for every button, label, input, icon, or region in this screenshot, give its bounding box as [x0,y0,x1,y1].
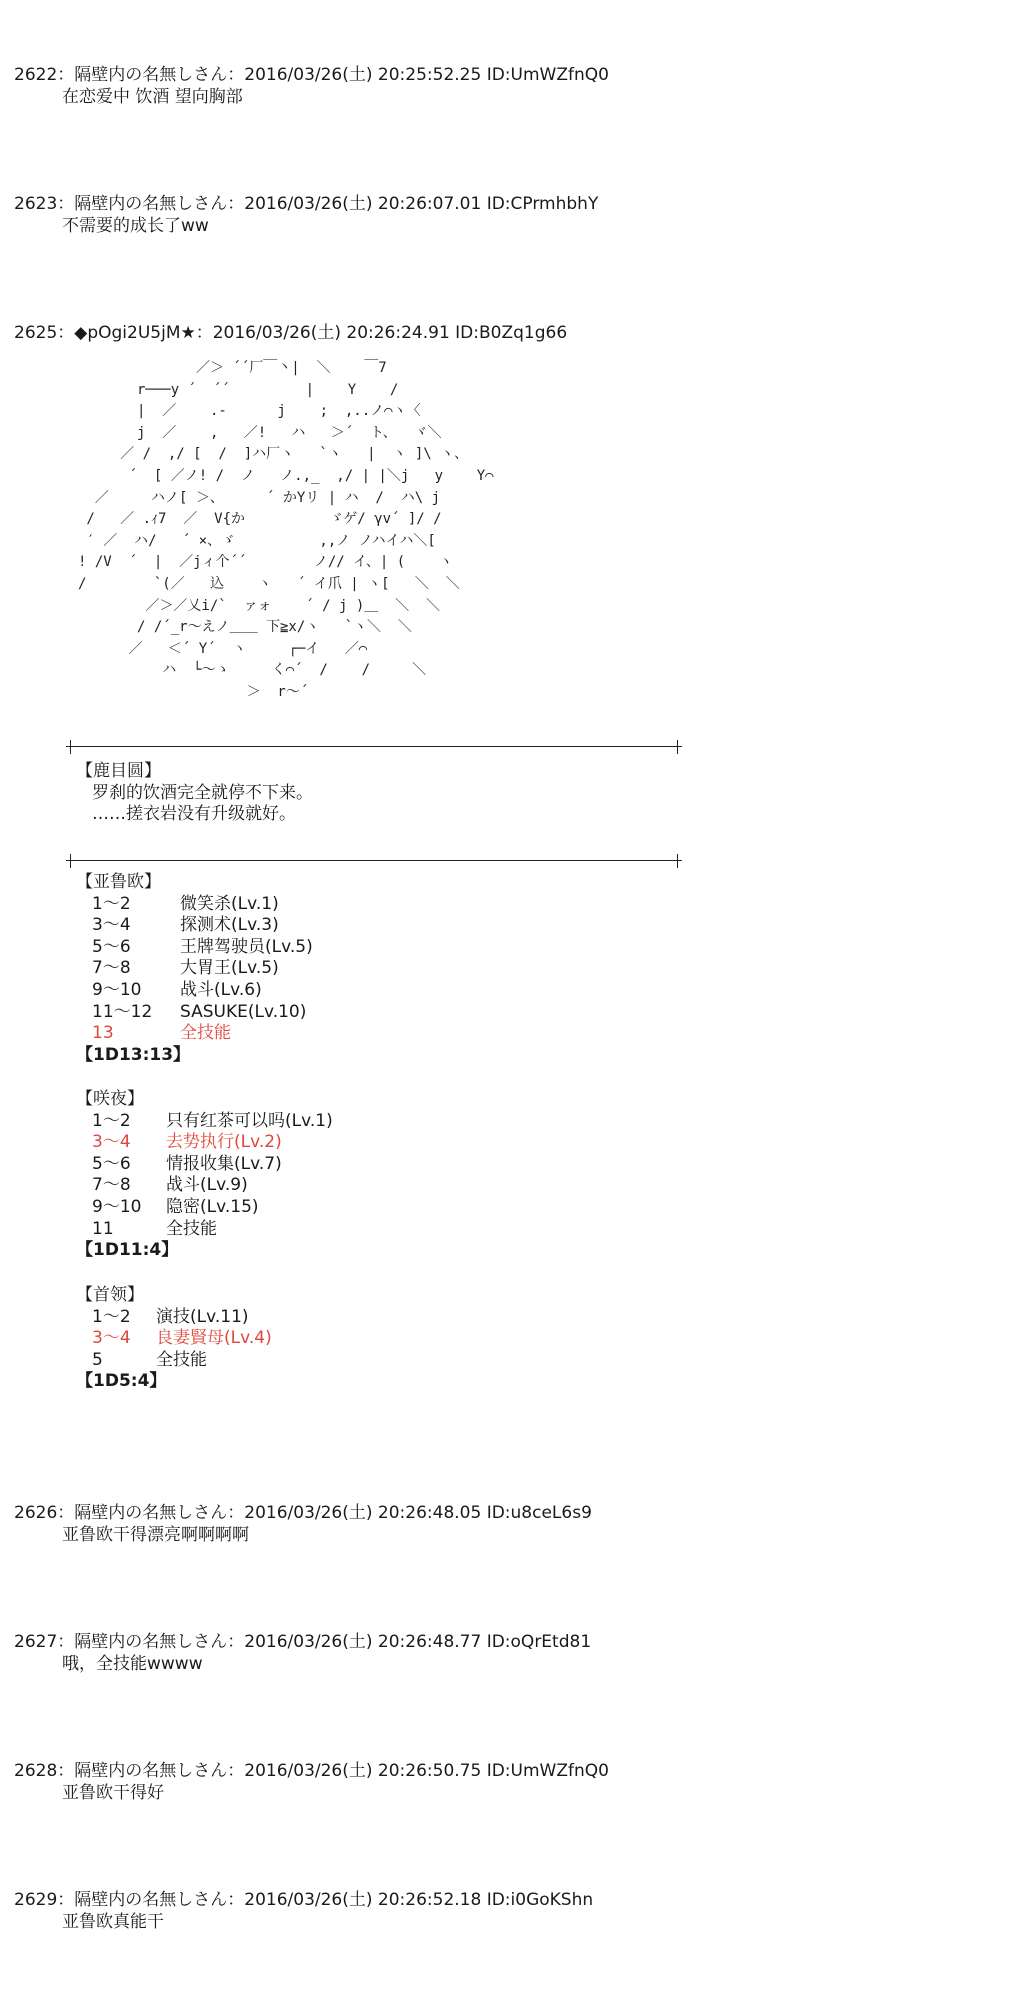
table-row [92,980,313,1002]
skill-name: 大胃王(Lv.5) [180,958,279,979]
table-row [92,1219,333,1241]
table-row-selected [92,1023,313,1045]
post-header: 2622：隔壁内の名無しさん：2016/03/26(土) 20:25:52.25 ID:UmWZfnQ0 [14,65,609,85]
roll-range: 3～4 [92,1132,131,1153]
post-2622 [14,64,609,108]
post-body: 哦，全技能wwww [62,1654,203,1674]
speech-block [76,761,313,826]
roll-range: 1～2 [92,1110,131,1131]
post-2627 [14,1631,591,1675]
speaker-name: 【鹿目圆】 [76,761,161,781]
table-row [92,1175,333,1197]
table-row [92,937,313,959]
skill-table-yaluou [76,872,313,1066]
skill-name: SASUKE(Lv.10) [180,1001,307,1022]
post-header: 2629：隔壁内の名無しさん：2016/03/26(土) 20:26:52.18 ID:i0GoKShn [14,1890,594,1910]
roll-range: 3～4 [92,915,131,936]
skill-name: 全技能 [166,1218,217,1239]
table-row [92,1197,333,1219]
speech-line: 罗刹的饮酒完全就停不下来。 [92,782,313,803]
roll-range: 1～2 [92,893,131,914]
table-title: 【首领】 [76,1285,144,1305]
roll-range: 9～10 [92,1196,142,1217]
table-row [92,1350,272,1372]
post-body: 亚鲁欧干得好 [62,1783,164,1803]
divider [66,740,682,754]
table-title: 【亚鲁欧】 [76,872,161,892]
post-2628 [14,1760,609,1804]
skill-name: 王牌驾驶员(Lv.5) [180,936,313,957]
post-body: 不需要的成长了ww [62,216,209,236]
skill-name: 探测术(Lv.3) [180,915,279,936]
roll-range: 1～2 [92,1306,131,1327]
table-title: 【咲夜】 [76,1089,144,1109]
roll-range: 5～6 [92,1153,131,1174]
roll-range: 13 [92,1023,114,1044]
post-body: 亚鲁欧真能干 [62,1912,164,1932]
skill-name: 微笑杀(Lv.1) [180,893,279,914]
dice-result: 【1D11:4】 [76,1240,179,1261]
roll-range: 7～8 [92,958,131,979]
table-row-selected [92,1328,272,1350]
skill-name: 战斗(Lv.6) [180,979,262,1000]
skill-name: 战斗(Lv.9) [166,1175,248,1196]
skill-name: 只有红茶可以吗(Lv.1) [166,1110,333,1131]
skill-name: 隐密(Lv.15) [166,1196,259,1217]
roll-range: 9～10 [92,979,142,1000]
post-header: 2625：◆pOgi2U5jM★：2016/03/26(土) 20:26:24.91 ID:B0Zq1g66 [14,323,568,343]
post-body: 亚鲁欧干得漂亮啊啊啊啊 [62,1525,249,1545]
skill-name: 良妻賢母(Lv.4) [156,1328,272,1349]
post-header: 2626：隔壁内の名無しさん：2016/03/26(土) 20:26:48.05 ID:u8ceL6s9 [14,1503,592,1523]
post-2629 [14,1889,593,1933]
table-row [92,1002,313,1024]
dice-result: 【1D5:4】 [76,1371,167,1392]
post-body: 在恋爱中 饮酒 望向胸部 [62,87,243,107]
skill-table-sakuya [76,1089,333,1262]
post-2625 [14,322,567,344]
dice-result: 【1D13:13】 [76,1044,191,1065]
table-row [92,894,313,916]
roll-range: 7～8 [92,1175,131,1196]
skill-name: 全技能 [180,1023,231,1044]
skill-name: 情报收集(Lv.7) [166,1153,282,1174]
post-header: 2627：隔壁内の名無しさん：2016/03/26(土) 20:26:48.77 ID:oQrEtd81 [14,1632,592,1652]
post-2626 [14,1502,592,1546]
skill-name: 全技能 [156,1349,207,1370]
table-row [92,958,313,980]
divider [66,854,682,868]
ascii-art: ／＞ ´´厂￣丶| ＼ ￣7 r───y ´ ´´ | Y / | ／ .- j ; ,..ノ⌒ヽ〈 j ／ , ／! ハ ＞´ ト、 ヾ＼ ／ / ,/ [ / ]ハ厂ヽ `ヽ | ヽ ]\ ヽ、 ´ [ ／ノ! / ノ ノ.,_ ,/ | |＼j y Y⌒ ／ ハノ[ ＞、 ´ かYリ | ハ / ハ\ j / ／ .ｨ7 ／ V{か ゞゲ/ γv´ ]/ / ′ ／ ハ/ ´ ×、ゞ ,,ノ ノハイハ＼[ ! /V ´ | ／jィ个´´ ノ// イ、| ( ヽ / `(／ 込 ヽ ´ イ爪 | ヽ[ ＼ ＼ ／＞／乂i/` ァォ ´ / j )＿ ＼ ＼ / /´_r～えノ＿＿ 下≧x/ヽ `ヽ＼ ＼ ／ ＜´ Y´ ヽ ┌─イ ／⌒ ハ └～ゝ く⌒´ / / ＼ ＞ r～´ [78,360,494,700]
table-row [92,915,313,937]
skill-name: 去势执行(Lv.2) [166,1132,282,1153]
table-row [92,1154,333,1176]
roll-range: 3～4 [92,1328,131,1349]
speech-line: ……搓衣岩没有升级就好。 [92,804,296,825]
skill-name: 演技(Lv.11) [156,1306,249,1327]
roll-range: 11 [92,1218,114,1239]
table-row [92,1307,272,1329]
roll-range: 11～12 [92,1001,153,1022]
skill-table-boss [76,1285,272,1393]
table-row [92,1111,333,1133]
post-2623 [14,193,598,237]
post-header: 2628：隔壁内の名無しさん：2016/03/26(土) 20:26:50.75 ID:UmWZfnQ0 [14,1761,609,1781]
table-row-selected [92,1132,333,1154]
post-header: 2623：隔壁内の名無しさん：2016/03/26(土) 20:26:07.01 ID:CPrmhbhY [14,194,599,214]
roll-range: 5 [92,1349,103,1370]
roll-range: 5～6 [92,936,131,957]
